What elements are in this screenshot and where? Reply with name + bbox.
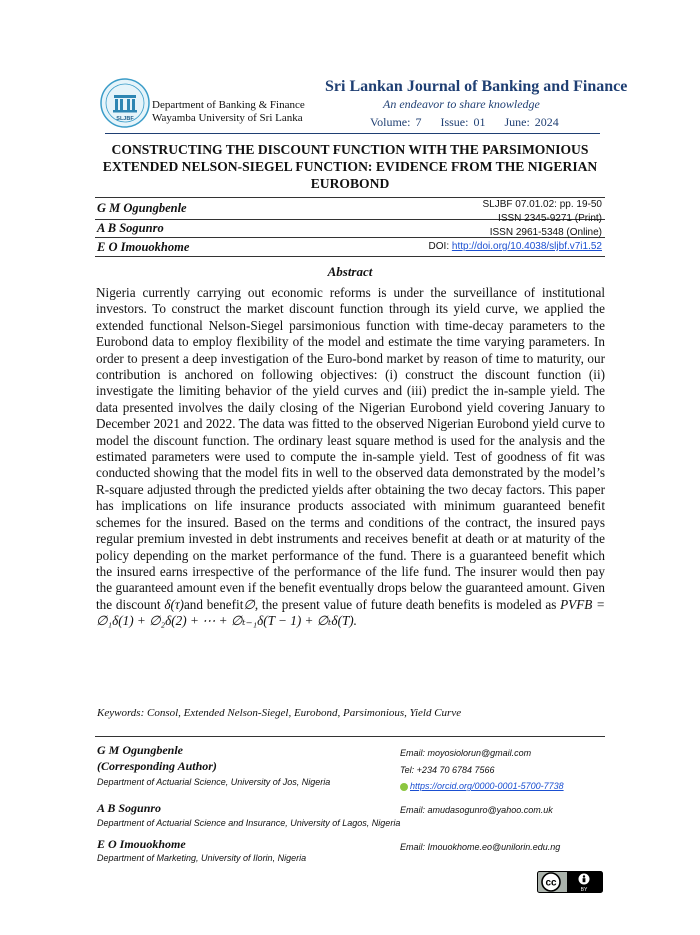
- contact-tel-1: Tel: +234 70 6784 7566: [400, 765, 495, 775]
- pvfb-formula: PVFB = ∅₁δ(1) + ∅₂δ(2) + ⋯ + ∅ₜ₋₁δ(T − 1) + ∅ₜδ(T).: [96, 596, 605, 629]
- publication-date: June: 2024: [504, 115, 559, 129]
- issn-online: ISSN 2961-5348 (Online): [489, 227, 602, 238]
- author-rule: [95, 256, 605, 257]
- contact-email-1: Email: moyosiolorun@gmail.com: [400, 748, 532, 758]
- doi-link[interactable]: http://doi.org/10.4038/sljbf.v7i1.52: [451, 241, 602, 252]
- abstract-text: [96, 285, 605, 630]
- author-1: G M Ogungbenle: [97, 201, 187, 215]
- abstract-main-text: Nigeria currently carrying out economic reforms is under the surveillance of institutional investors. To construct the market discount function through its yield curve, we applied the extended functional Nelson-Siegel parsimonious function with time-decay parameters to the Eurobond data to employ flexibility of the model and estimate the time varying parameters. In order to present a deep investigation of the Euro-bond market by reason of time to maturity, our contribution is anchored on following objectives: (i) construct the discount function (ii) investigate the limiting behavior of the yield curves and (iii) predict the in-sample yield. The data presented involves the daily closing of the Nigerian Eurobond yield covering January to December 2021 and 2022. The data was fitted to the observed Nigerian Eurobond yield curve to model the discount function. The ordinary least square method is used for the analysis and the estimated parameters were used to compute the in-sample yield. Test of goodness of fit was conducted showing that the model fits in well to the observed data demonstrated by the model’s R-square adjusted through the predicted yields after obtaining the two decay factors. This paper has implications on life insurance products associated with minimum guaranteed benefit schemes for the insured. Based on the terms and conditions of the contract, the insured pays regular premium invested in debt instruments and receives benefit at death or at maturity of the policy depending on the market performance of the fund. There is a guaranteed benefit which the insured earns irrespective of the performance of the life fund. The insurer would then pay the guaranteed amount even if the benefit eventually drops below the guaranteed amount. Given the discount: [96, 285, 605, 612]
- issue-line: [370, 115, 573, 130]
- cc-text: cc: [545, 877, 557, 889]
- contact-email-3: Email: Imouokhome.eo@unilorin.edu.ng: [400, 842, 561, 852]
- benefit-symbol: ∅: [243, 596, 255, 612]
- contact-name-1: G M Ogungbenle: [97, 743, 184, 757]
- cc-by-license-icon: [537, 871, 603, 893]
- paper-title: CONSTRUCTING THE DISCOUNT FUNCTION WITH THE PARSIMONIOUS EXTENDED NELSON-SIEGEL FUNCTION: EVIDENCE FROM THE NIGERIAN EUROBOND: [102, 142, 598, 191]
- department-name: Department of Banking & Finance: [152, 99, 305, 111]
- orcid-icon: [400, 783, 408, 791]
- contact-name-2: A B Sogunro: [97, 801, 162, 815]
- journal-name: Sri Lankan Journal of Banking and Finance: [325, 78, 628, 95]
- abstract-and-text: and benefit: [183, 596, 244, 612]
- doi-label: DOI:: [428, 241, 452, 252]
- keywords: Keywords: Consol, Extended Nelson-Siegel, Eurobond, Parsimonious, Yield Curve: [97, 707, 462, 719]
- journal-logo: [100, 78, 150, 128]
- logo-text: SLJBF: [116, 116, 134, 122]
- doi-line: [429, 241, 602, 252]
- volume: Volume: 7: [370, 115, 422, 129]
- journal-tagline: An endeavor to share knowledge: [383, 97, 540, 111]
- author-3: E O Imouokhome: [97, 240, 190, 254]
- abstract-heading: Abstract: [327, 264, 373, 279]
- contacts-rule: [95, 736, 605, 737]
- author-2: A B Sogunro: [97, 221, 164, 235]
- article-pages: SLJBF 07.01.02: pp. 19-50: [482, 199, 602, 210]
- contact-email-2: Email: amudasogunro@yahoo.com.uk: [400, 805, 553, 815]
- issue: Issue: 01: [440, 115, 486, 129]
- by-text: BY: [580, 887, 588, 893]
- contact-department-2: Department of Actuarial Science and Insurance, University of Lagos, Nigeria: [97, 818, 401, 828]
- header-rule: [105, 133, 600, 134]
- orcid-link[interactable]: https://orcid.org/0000-0001-5700-7738: [410, 781, 564, 791]
- contact-name-3: E O Imouokhome: [97, 837, 186, 851]
- discount-symbol: δ(τ): [164, 596, 184, 612]
- orcid-line: [400, 781, 564, 791]
- authors-top-rule: [95, 197, 605, 198]
- corresponding-author-label: (Corresponding Author): [97, 759, 217, 773]
- contact-department-1: Department of Actuarial Science, University of Jos, Nigeria: [97, 777, 331, 787]
- contact-department-3: Department of Marketing, University of Ilorin, Nigeria: [97, 853, 307, 863]
- abstract-model-text: , the present value of future death benefits is modeled as: [254, 596, 561, 612]
- issn-print: ISSN 2345-9271 (Print): [498, 213, 602, 224]
- university-name: Wayamba University of Sri Lanka: [152, 112, 303, 124]
